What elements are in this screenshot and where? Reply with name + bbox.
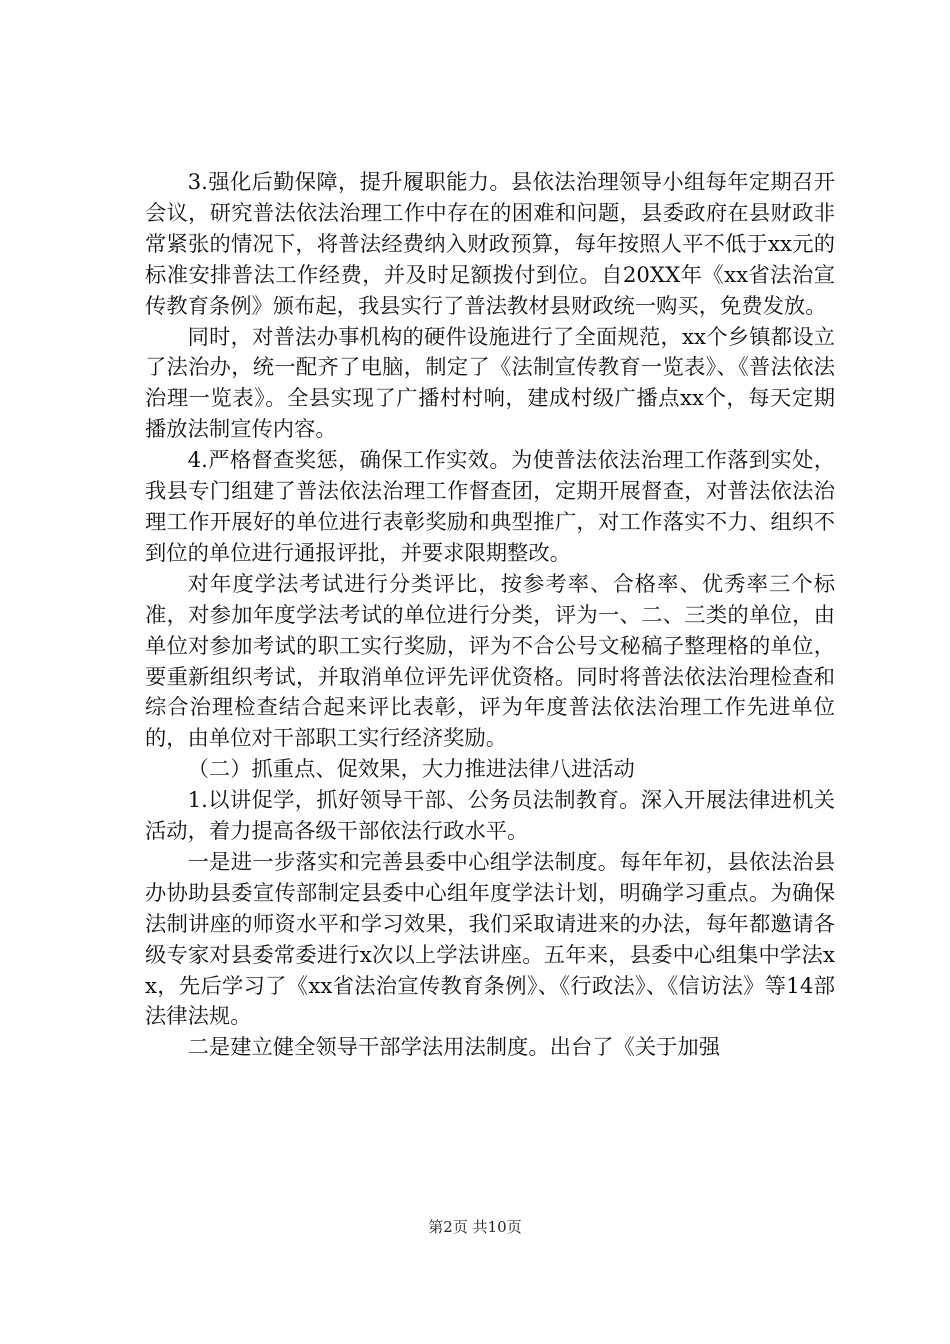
document-body bbox=[145, 168, 835, 1064]
paragraph-logistics-guarantee: 3.强化后勤保障，提升履职能力。县依法治理领导小组每年定期召开会议，研究普法依法治理工作中存在的困难和问题，县委政府在县财政非常紧张的情况下，将普法经费纳入财政预算，每年按照人平不低于xx元的标准安排普法工作经费，并及时足额拨付到位。自20XX年《xx省法治宣传教育条例》颁布起，我县实行了普法教材县财政统一购买，免费发放。 bbox=[145, 170, 835, 319]
paragraph-hardware-facilities: 同时，对普法办事机构的硬件设施进行了全面规范，xx个乡镇都设立了法治办，统一配齐了电脑，制定了《法制宣传教育一览表》、《普法依法治理一览表》。全县实现了广播村村响，建成村级广播点xx个，每天定期播放法制宣传内容。 bbox=[145, 324, 835, 443]
paragraph-central-group-study: 一是进一步落实和完善县委中心组学法制度。每年年初，县依法治县办协助县委宣传部制定县委中心组年度学法计划，明确学习重点。为确保法制讲座的师资水平和学习效果，我们采取请进来的办法，每年都邀请各级专家对县委常委进行x次以上学法讲座。五年来，县委中心组集中学法xx，先后学习了《xx省法治宣传教育条例》、《行政法》、《信访法》等14部法律法规。 bbox=[145, 849, 835, 1030]
section-heading-eight-entries: （二）抓重点、促效果，大力推进法律八进活动 bbox=[187, 757, 635, 783]
paragraph-leader-study-system: 二是建立健全领导干部学法用法制度。出台了《关于加强 bbox=[187, 1035, 721, 1061]
paragraph-annual-exam-evaluation: 对年度学法考试进行分类评比，按参考率、合格率、优秀率三个标准，对参加年度学法考试的单位进行分类，评为一、二、三类的单位，由单位对参加考试的职工实行奖励，评为不合公号文秘稿子整理格的单位，要重新组织考试，并取消单位评先评优资格。同时将普法依法治理检查和综合治理检查结合起来评比表彰，评为年度普法依法治理工作先进单位的，由单位对干部职工实行经济奖励。 bbox=[145, 571, 835, 752]
paragraph-supervision-rewards: 4.严格督查奖惩，确保工作实效。为使普法依法治理工作落到实处，我县专门组建了普法依法治理工作督查团，定期开展督查，对普法依法治理工作开展好的单位进行表彰奖励和典型推广，对工作落实不力、组织不到位的单位进行通报评批，并要求限期整改。 bbox=[145, 448, 835, 566]
page-footer: 第2页 共10页 bbox=[428, 1218, 522, 1236]
paragraph-leader-education: 1.以讲促学，抓好领导干部、公务员法制教育。深入开展法律进机关活动，着力提高各级干部依法行政水平。 bbox=[145, 788, 835, 845]
